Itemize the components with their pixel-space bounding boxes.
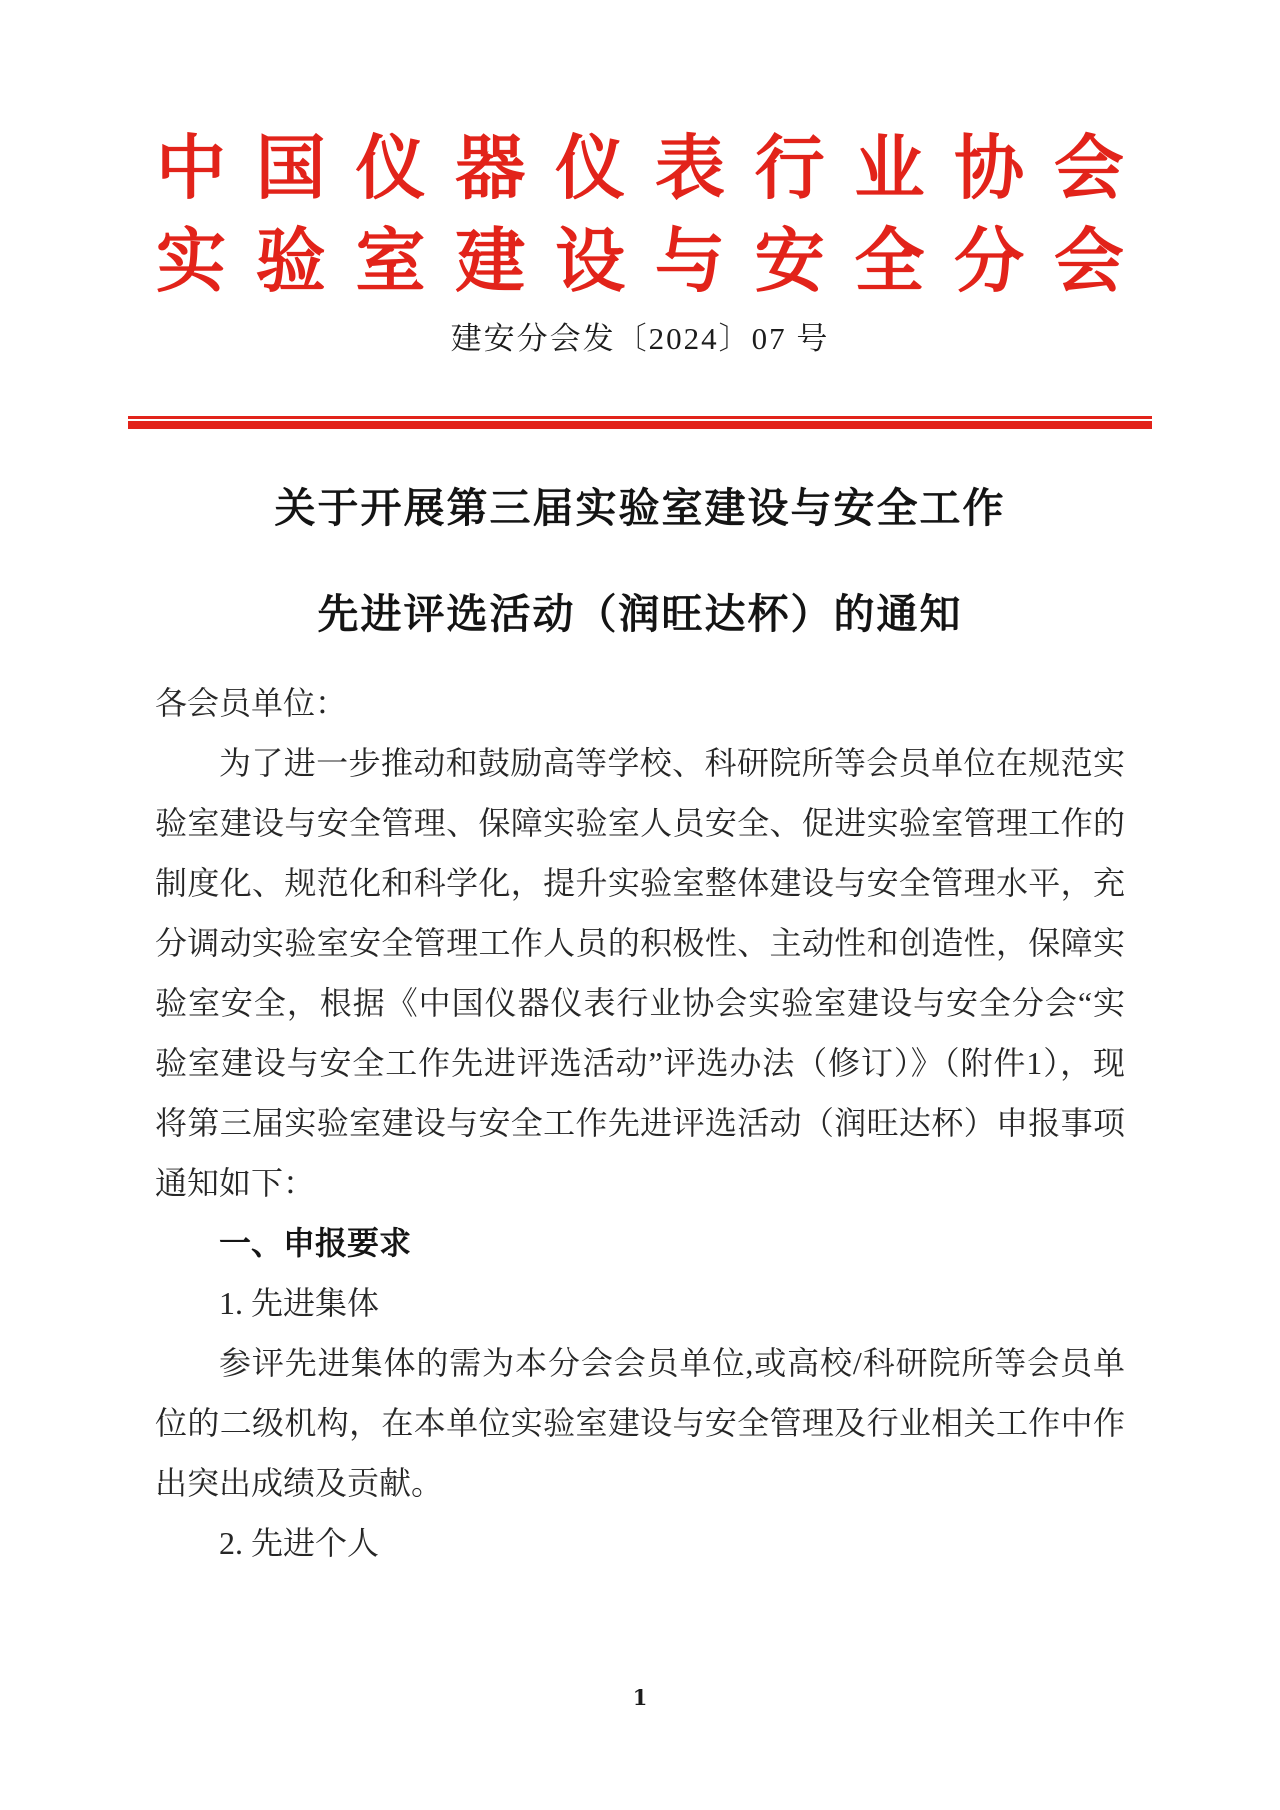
section-heading: 一、申报要求	[219, 1225, 412, 1261]
org-name-char: 分	[954, 222, 1025, 300]
org-name-char: 设	[555, 222, 626, 300]
org-name-char: 室	[355, 222, 426, 300]
org-name-char: 行	[754, 129, 825, 207]
org-name-char: 器	[455, 129, 526, 207]
org-name-char: 协	[954, 129, 1025, 207]
org-name-line-1	[156, 122, 1124, 215]
red-divider-bar	[128, 421, 1152, 429]
paragraph: 2. 先进个人	[219, 1525, 380, 1561]
org-name-char: 与	[654, 222, 725, 300]
red-divider	[128, 416, 1152, 429]
org-name-char: 建	[455, 222, 526, 300]
page-footer	[0, 1685, 1280, 1710]
org-name-line-2	[156, 215, 1124, 308]
org-name-char: 中	[156, 129, 226, 207]
paragraph: 1. 先进集体	[219, 1285, 380, 1321]
org-name-char: 会	[1053, 222, 1124, 300]
notice-title	[0, 455, 1280, 667]
org-name-char: 会	[1053, 129, 1124, 207]
document-main	[0, 455, 1280, 1573]
org-name-char: 业	[854, 129, 925, 207]
org-name-char: 表	[654, 129, 725, 207]
org-name-char: 实	[156, 222, 226, 300]
notice-title-line-2: 先进评选活动（润旺达杯）的通知	[317, 591, 963, 637]
paragraph: 参评先进集体的需为本分会会员单位,或高校/科研院所等会员单位的二级机构，在本单位实验室建设与安全管理及行业相关工作中作出突出成绩及贡献。	[155, 1345, 1125, 1501]
org-name-char: 验	[255, 222, 326, 300]
body-text	[155, 673, 1125, 1573]
letterhead	[0, 0, 1280, 429]
notice-title-line-1: 关于开展第三届实验室建设与安全工作	[274, 485, 1006, 531]
org-name-char: 仪	[355, 129, 426, 207]
doc-number: 建安分会发〔2024〕07 号	[450, 321, 830, 356]
org-name-char: 国	[255, 129, 326, 207]
org-name-char: 全	[854, 222, 925, 300]
org-name-char: 安	[754, 222, 825, 300]
org-name-char: 仪	[555, 129, 626, 207]
page-number: 1	[632, 1685, 648, 1710]
paragraph-list	[155, 733, 1125, 1573]
paragraph: 为了进一步推动和鼓励高等学校、科研院所等会员单位在规范实验室建设与安全管理、保障实验室人员安全、促进实验室管理工作的制度化、规范化和科学化，提升实验室整体建设与安全管理水平，充分调动实验室安全管理工作人员的积极性、主动性和创造性，保障实验室安全，根据《中国仪器仪表行业协会实验室建设与安全分会“实验室建设与安全工作先进评选活动”评选办法（修订）》（附件1），现将第三届实验室建设与安全工作先进评选活动（润旺达杯）申报事项通知如下：	[155, 745, 1125, 1201]
salutation: 各会员单位：	[155, 685, 348, 721]
